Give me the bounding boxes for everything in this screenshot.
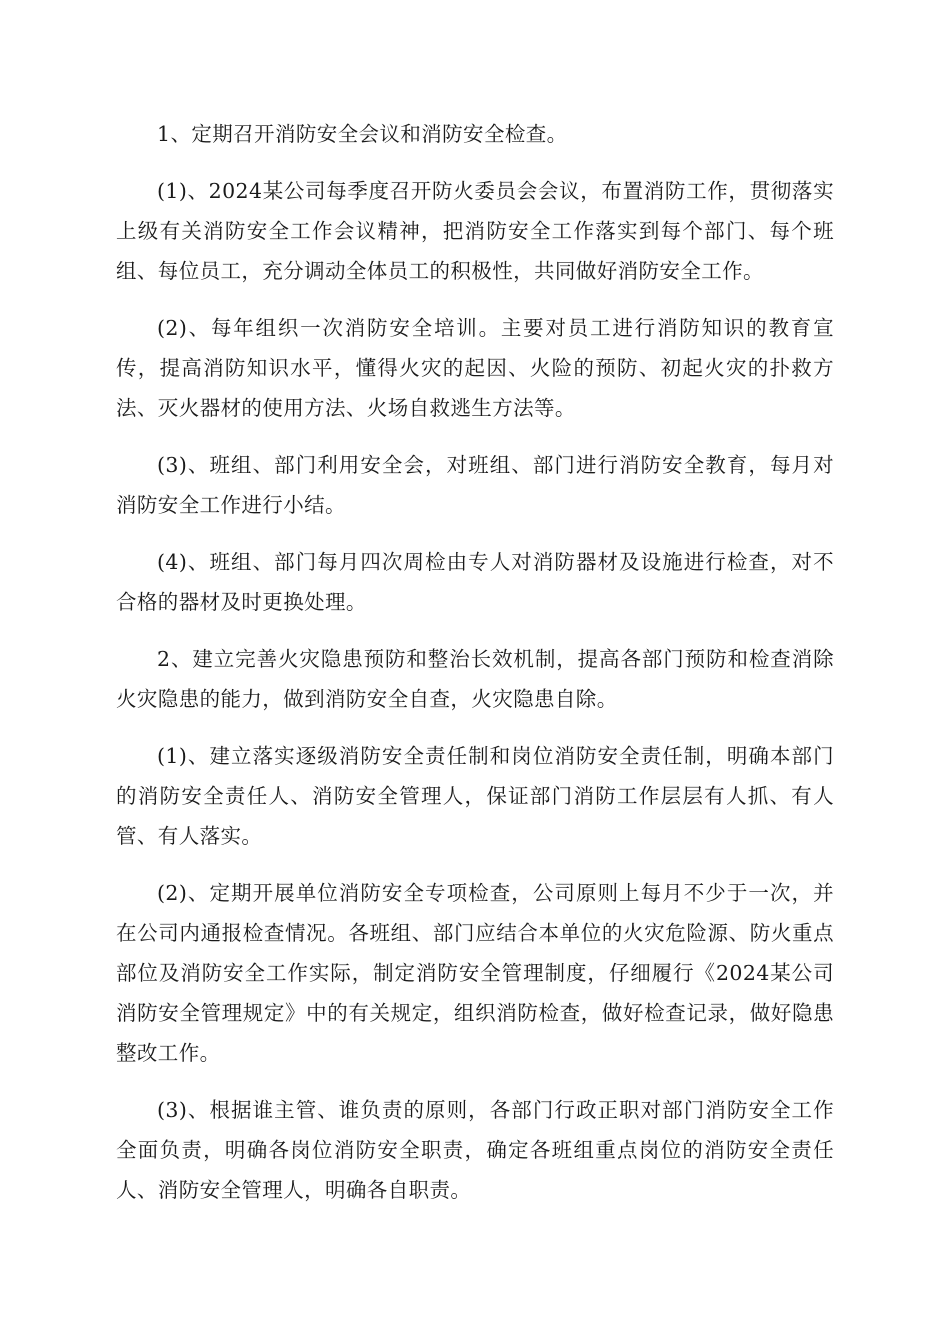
paragraph-2-2: (2)、定期开展单位消防安全专项检查，公司原则上每月不少于一次，并在公司内通报检查情况。各班组、部门应结合本单位的火灾危险源、防火重点部位及消防安全工作实际，制定消防安全管理制度，仔细履行《2024某公司消防安全管理规定》中的有关规定，组织消防检查，做好检查记录，做好隐患整改工作。 [116, 881, 834, 1065]
paragraph-section-1-heading: 1、定期召开消防安全会议和消防安全检查。 [157, 122, 568, 146]
paragraph-section-2-heading: 2、建立完善火灾隐患预防和整治长效机制，提高各部门预防和检查消除火灾隐患的能力，做到消防安全自查，火灾隐患自除。 [116, 647, 834, 711]
paragraph-1-3: (3)、班组、部门利用安全会，对班组、部门进行消防安全教育，每月对消防安全工作进行小结。 [116, 453, 834, 517]
paragraph-1-1: (1)、2024某公司每季度召开防火委员会会议，布置消防工作，贯彻落实上级有关消防安全工作会议精神，把消防安全工作落实到每个部门、每个班组、每位员工，充分调动全体员工的积极性，共同做好消防安全工作。 [116, 179, 834, 283]
paragraph-1-2: (2)、每年组织一次消防安全培训。主要对员工进行消防知识的教育宣传，提高消防知识水平，懂得火灾的起因、火险的预防、初起火灾的扑救方法、灭火器材的使用方法、火场自救逃生方法等。 [116, 316, 834, 420]
paragraph-1-4: (4)、班组、部门每月四次周检由专人对消防器材及设施进行检查，对不合格的器材及时更换处理。 [116, 550, 834, 614]
paragraph-2-3: (3)、根据谁主管、谁负责的原则，各部门行政正职对部门消防安全工作全面负责，明确各岗位消防安全职责，确定各班组重点岗位的消防安全责任人、消防安全管理人，明确各自职责。 [116, 1098, 834, 1202]
document-body [116, 114, 834, 1227]
paragraph-2-1: (1)、建立落实逐级消防安全责任制和岗位消防安全责任制，明确本部门的消防安全责任人、消防安全管理人，保证部门消防工作层层有人抓、有人管、有人落实。 [116, 744, 834, 848]
